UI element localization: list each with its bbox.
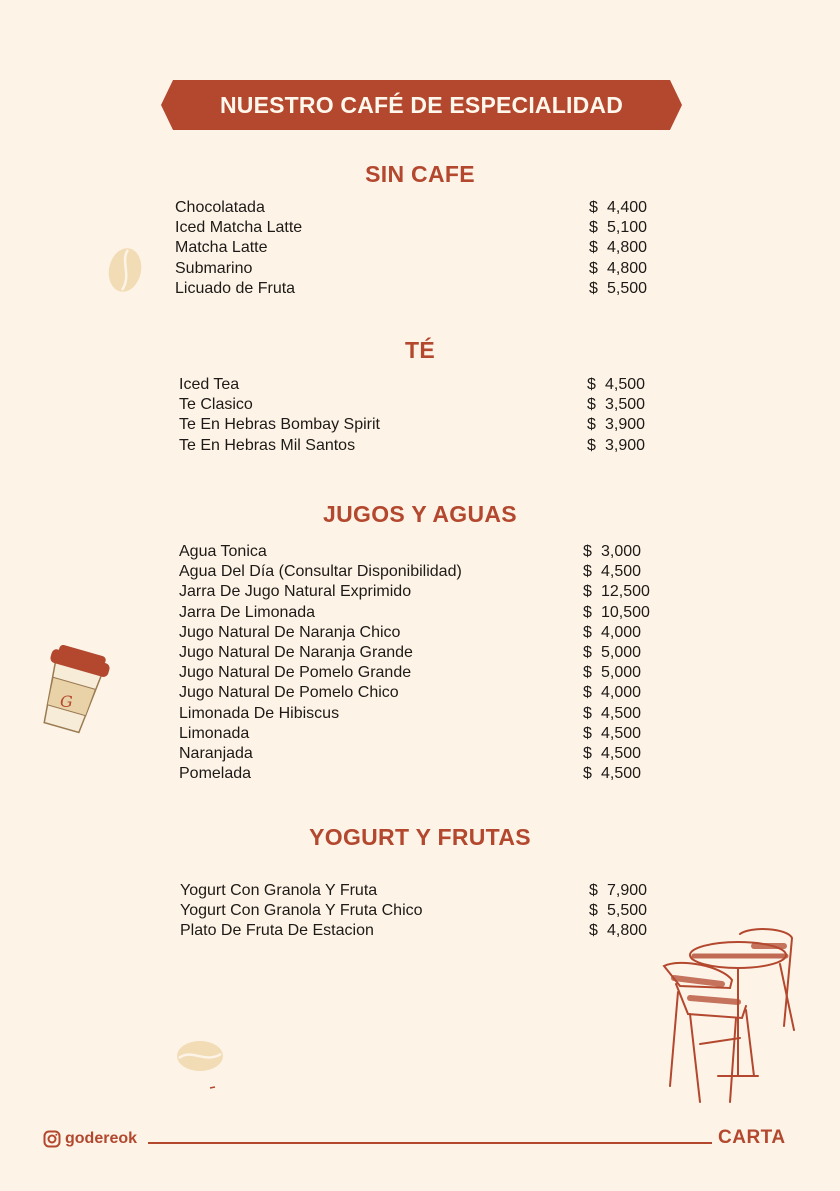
menu-item	[179, 704, 659, 724]
item-name: Iced Matcha Latte	[175, 219, 303, 237]
footer-label: CARTA	[718, 1127, 786, 1148]
item-currency: $	[589, 882, 598, 899]
item-price: 10,500	[601, 603, 650, 621]
coffee-cup-icon	[30, 645, 115, 737]
item-price: 3,000	[601, 543, 642, 560]
section-title-sin-cafe: SIN CAFE	[365, 161, 475, 187]
item-price: 4,500	[601, 744, 642, 762]
menu-item	[179, 436, 659, 456]
item-name: Te En Hebras Mil Santos	[179, 436, 356, 454]
item-price: 5,500	[607, 279, 648, 297]
menu-item	[175, 238, 655, 258]
cafe-table-chairs-icon	[660, 926, 800, 1104]
title-banner	[161, 80, 682, 130]
menu-item	[179, 724, 659, 744]
instagram-handle-text: godereok	[65, 1130, 138, 1147]
item-currency: $	[589, 219, 598, 237]
item-currency: $	[589, 279, 598, 297]
item-currency: $	[583, 664, 592, 682]
item-currency: $	[583, 583, 592, 601]
item-name: Limonada	[179, 724, 250, 742]
item-currency: $	[583, 684, 592, 702]
item-price: 4,500	[601, 563, 642, 581]
item-price: 4,800	[607, 922, 648, 940]
item-currency: $	[583, 563, 592, 581]
menu-item	[180, 901, 660, 921]
menu-item	[179, 415, 659, 435]
item-name: Jarra De Limonada	[179, 603, 316, 621]
item-price: 4,800	[607, 239, 648, 257]
item-price: 4,000	[601, 623, 642, 641]
item-price: 3,500	[605, 396, 646, 414]
item-currency: $	[589, 259, 598, 277]
menu-list-jugos-y-aguas	[179, 542, 659, 784]
menu-item	[180, 921, 660, 941]
menu-item	[179, 582, 659, 602]
item-price: 4,400	[607, 199, 648, 216]
menu-item	[179, 562, 659, 582]
page-title: NUESTRO CAFÉ DE ESPECIALIDAD	[219, 91, 624, 118]
item-price: 4,500	[601, 765, 642, 783]
item-currency: $	[583, 643, 592, 661]
item-name: Jugo Natural De Pomelo Grande	[179, 664, 412, 682]
menu-list-sin-cafe	[175, 198, 655, 299]
item-currency: $	[589, 199, 598, 216]
menu-list-yogurt-y-frutas	[180, 881, 660, 942]
menu-item	[175, 218, 655, 238]
item-name: Yogurt Con Granola Y Fruta	[180, 882, 378, 899]
item-price: 7,900	[607, 882, 648, 899]
menu-item	[179, 603, 659, 623]
item-currency: $	[587, 436, 596, 454]
coffee-bean-icon	[175, 1038, 227, 1096]
menu-item	[179, 744, 659, 764]
menu-item	[179, 683, 659, 703]
menu-item	[179, 623, 659, 643]
item-name: Iced Tea	[179, 376, 240, 393]
menu-item	[175, 198, 655, 218]
item-currency: $	[583, 543, 592, 560]
item-name: Agua Tonica	[179, 543, 267, 560]
item-name: Te En Hebras Bombay Spirit	[179, 416, 380, 434]
item-currency: $	[583, 744, 592, 762]
menu-item	[175, 259, 655, 279]
item-name: Limonada De Hibiscus	[179, 704, 340, 722]
item-name: Plato De Fruta De Estacion	[180, 922, 374, 940]
item-name: Te Clasico	[179, 396, 253, 414]
item-name: Yogurt Con Granola Y Fruta Chico	[180, 902, 423, 920]
section-title-te: TÉ	[405, 337, 435, 363]
item-name: Licuado de Fruta	[175, 279, 296, 297]
menu-list-te	[179, 375, 659, 456]
menu-item	[180, 881, 660, 901]
item-name: Jugo Natural De Pomelo Chico	[179, 684, 399, 702]
item-currency: $	[589, 902, 598, 920]
item-price: 12,500	[601, 583, 650, 601]
item-price: 3,900	[605, 436, 646, 454]
section-title-yogurt-y-frutas: YOGURT Y FRUTAS	[309, 824, 531, 850]
menu-item	[179, 542, 659, 562]
item-price: 4,500	[605, 376, 646, 393]
item-currency: $	[587, 416, 596, 434]
menu-item	[179, 375, 659, 395]
item-name: Matcha Latte	[175, 239, 268, 257]
menu-item	[175, 279, 655, 299]
cup-logo-letter: G	[60, 692, 73, 711]
coffee-bean-icon	[106, 246, 144, 294]
item-name: Jarra De Jugo Natural Exprimido	[179, 583, 412, 601]
menu-item	[179, 663, 659, 683]
item-currency: $	[589, 239, 598, 257]
menu-item	[179, 643, 659, 663]
item-name: Chocolatada	[175, 199, 265, 216]
item-name: Agua Del Día (Consultar Disponibilidad)	[179, 563, 462, 581]
item-currency: $	[589, 922, 598, 940]
item-currency: $	[583, 765, 592, 783]
item-currency: $	[587, 396, 596, 414]
instagram-handle[interactable]	[43, 1129, 137, 1149]
item-price: 3,900	[605, 416, 646, 434]
item-currency: $	[587, 376, 596, 393]
item-price: 5,000	[601, 643, 642, 661]
item-name: Pomelada	[179, 765, 252, 783]
item-name: Jugo Natural De Naranja Chico	[179, 623, 401, 641]
section-title-jugos-y-aguas: JUGOS Y AGUAS	[323, 501, 517, 527]
item-currency: $	[583, 724, 592, 742]
item-currency: $	[583, 704, 592, 722]
item-name: Naranjada	[179, 744, 253, 762]
footer-divider	[148, 1142, 712, 1144]
item-price: 5,500	[607, 902, 648, 920]
item-currency: $	[583, 623, 592, 641]
menu-item	[179, 395, 659, 415]
item-price: 5,000	[601, 664, 642, 682]
item-price: 4,000	[601, 684, 642, 702]
item-price: 5,100	[607, 219, 648, 237]
item-name: Jugo Natural De Naranja Grande	[179, 643, 413, 661]
instagram-icon	[43, 1130, 61, 1148]
item-currency: $	[583, 603, 592, 621]
menu-item	[179, 764, 659, 784]
item-price: 4,500	[601, 724, 642, 742]
item-price: 4,800	[607, 259, 648, 277]
item-price: 4,500	[601, 704, 642, 722]
item-name: Submarino	[175, 259, 253, 277]
